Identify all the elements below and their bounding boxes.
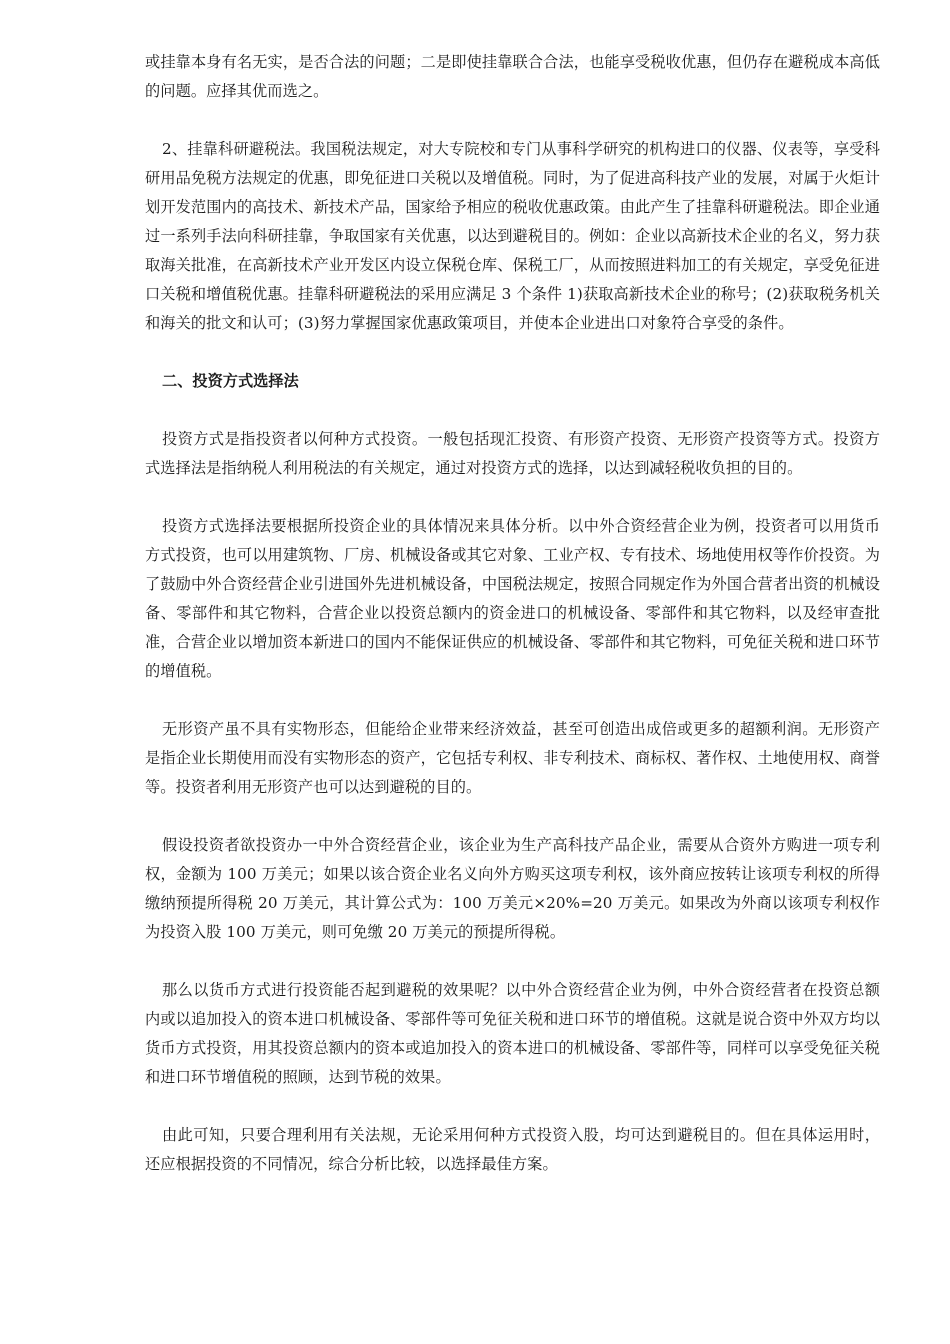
paragraph-currency-investment: 那么以货币方式进行投资能否起到避税的效果呢？以中外合资经营企业为例，中外合资经营者在投资总额内或以追加投入的资本进口机械设备、零部件等可免征关税和进口环节的增值税。这就是说合资中外双方均以货币方式投资，用其投资总额内的资本或追加投入的资本进口的机械设备、零部件等，同样可以享受免征关税和进口环节增值税的照顾，达到节税的效果。 — [145, 981, 880, 1086]
paragraph-intangible-assets: 无形资产虽不具有实物形态，但能给企业带来经济效益，甚至可创造出成倍或更多的超额利润。无形资产是指企业长期使用而没有实物形态的资产，它包括专利权、非专利技术、商标权、著作权、土地使用权、商誉等。投资者利用无形资产也可以达到避税的目的。 — [145, 720, 880, 796]
paragraph-investment-analysis: 投资方式选择法要根据所投资企业的具体情况来具体分析。以中外合资经营企业为例，投资者可以用货币方式投资，也可以用建筑物、厂房、机械设备或其它对象、工业产权、专有技术、场地使用权等作价投资。为了鼓励中外合资经营企业引进国外先进机械设备，中国税法规定，按照合同规定作为外国合营者出资的机械设备、零部件和其它物料，合营企业以投资总额内的资金进口的机械设备、零部件和其它物料，以及经审查批准，合营企业以增加资本新进口的国内不能保证供应的机械设备、零部件和其它物料，可免征关税和进口环节的增值税。 — [145, 517, 880, 680]
paragraph-investment-definition: 投资方式是指投资者以何种方式投资。一般包括现汇投资、有形资产投资、无形资产投资等方式。投资方式选择法是指纳税人利用税法的有关规定，通过对投资方式的选择，以达到减轻税收负担的目的。 — [145, 430, 880, 477]
paragraph-continuation: 或挂靠本身有名无实，是否合法的问题；二是即使挂靠联合合法，也能享受税收优惠，但仍存在避税成本高低的问题。应择其优而选之。 — [145, 53, 880, 100]
document-page — [145, 48, 880, 1208]
paragraph-conclusion: 由此可知，只要合理利用有关法规，无论采用何种方式投资入股，均可达到避税目的。但在具体运用时，还应根据投资的不同情况，综合分析比较，以选择最佳方案。 — [145, 1126, 880, 1173]
paragraph-patent-example: 假设投资者欲投资办一中外合资经营企业，该企业为生产高科技产品企业，需要从合资外方购进一项专利权，金额为 100 万美元；如果以该合资企业名义向外方购买这项专利权，该外商应按转让该项专利权的所得缴纳预提所得税 20 万美元，其计算公式为：100 万美元×20%=20 万美元。如果改为外商以该项专利权作为投资入股 100 万美元，则可免缴 20 万美元的预提所得税。 — [145, 836, 880, 941]
section-heading: 二、投资方式选择法 — [162, 372, 299, 390]
paragraph-research-affiliation: 2、挂靠科研避税法。我国税法规定，对大专院校和专门从事科学研究的机构进口的仪器、仪表等，享受科研用品免税方法规定的优惠，即免征进口关税以及增值税。同时，为了促进高科技产业的发展，对属于火炬计划开发范围内的高技术、新技术产品，国家给予相应的税收优惠政策。由此产生了挂靠科研避税法。即企业通过一系列手法向科研挂靠，争取国家有关优惠，以达到避税目的。例如：企业以高新技术企业的名义，努力获取海关批准，在高新技术产业开发区内设立保税仓库、保税工厂，从而按照进料加工的有关规定，享受免征进口关税和增值税优惠。挂靠科研避税法的采用应满足 3 个条件 1)获取高新技术企业的称号；(2)获取税务机关和海关的批文和认可；(3)努力掌握国家优惠政策项目，并使本企业进出口对象符合享受的条件。 — [145, 140, 880, 332]
